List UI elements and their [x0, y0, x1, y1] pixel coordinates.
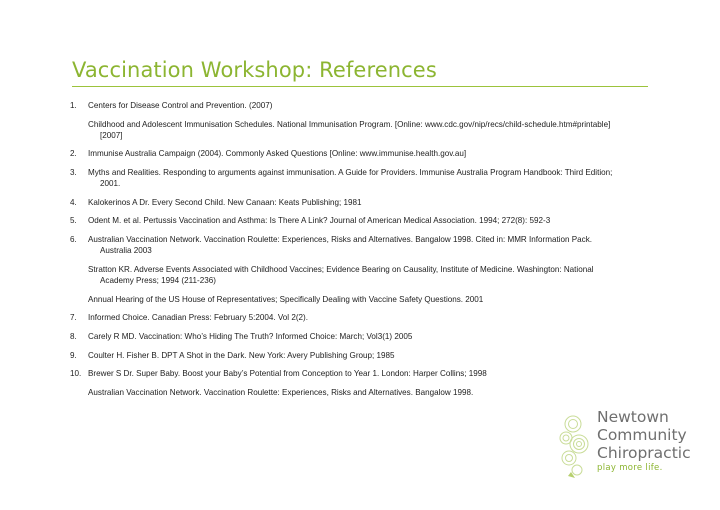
- logo-line-chiropractic: Chiropractic: [597, 444, 691, 462]
- reference-text: Coulter H. Fisher B. DPT A Shot in the Dark. New York: Avery Publishing Group; 1985: [88, 350, 395, 360]
- reference-item: [70, 148, 660, 159]
- reference-text: Childhood and Adolescent Immunisation Schedules. National Immunisation Program. [Online: www.cdc.gov/nip/recs/child-schedule.htm#printable]: [88, 119, 611, 129]
- reference-text: Australian Vaccination Network. Vaccination Roulette: Experiences, Risks and Alternatives. Bangalow 1998.: [88, 387, 474, 397]
- reference-text-continued: 2001.: [100, 179, 121, 189]
- page-title: Vaccination Workshop: References: [72, 58, 437, 82]
- reference-text: Kalokerinos A Dr. Every Second Child. New Canaan: Keats Publishing; 1981: [88, 197, 362, 207]
- reference-text: Odent M. et al. Pertussis Vaccination and Asthma: Is There A Link? Journal of American Medical Association. 1994; 272(8): 592-3: [88, 216, 551, 226]
- logo-line-newtown: Newtown: [597, 408, 669, 426]
- spiral-logo-icon: [552, 410, 594, 482]
- reference-item: [70, 100, 660, 111]
- reference-text: Australian Vaccination Network. Vaccination Roulette: Experiences, Risks and Alternatives. Bangalow 1998. Cited in: MMR Information Pack.: [88, 235, 593, 245]
- reference-number: 5.: [70, 216, 77, 226]
- reference-text: Carely R MD. Vaccination: Who’s Hiding The Truth? Informed Choice: March; Vol3(1) 2005: [88, 331, 413, 341]
- reference-item: [70, 167, 660, 189]
- reference-text: Annual Hearing of the US House of Representatives; Specifically Dealing with Vaccine Safety Questions. 2001: [88, 294, 484, 304]
- reference-text: Immunise Australia Campaign (2004). Commonly Asked Questions [Online: www.immunise.health.gov.au]: [88, 149, 467, 159]
- reference-number: 9.: [70, 350, 77, 360]
- reference-item: [70, 331, 660, 342]
- reference-text: Informed Choice. Canadian Press: February 5:2004. Vol 2(2).: [88, 313, 308, 323]
- reference-list: [70, 100, 660, 406]
- logo-text: [597, 408, 691, 473]
- title-divider: [72, 86, 648, 87]
- reference-number: 4.: [70, 197, 77, 207]
- reference-number: 6.: [70, 235, 77, 245]
- reference-text-continued: Australia 2003: [100, 246, 152, 256]
- reference-item: [70, 294, 660, 305]
- reference-item: [70, 368, 660, 379]
- reference-text: Centers for Disease Control and Prevention. (2007): [88, 101, 273, 110]
- reference-text-continued: [2007]: [100, 130, 123, 140]
- logo: [552, 408, 702, 488]
- reference-item: [70, 312, 660, 323]
- reference-text: Brewer S Dr. Super Baby. Boost your Baby’s Potential from Conception to Year 1. London: Harper Collins; 1998: [88, 369, 487, 379]
- reference-number: 8.: [70, 331, 77, 341]
- logo-line-community: Community: [597, 426, 687, 444]
- reference-number: 10.: [70, 369, 82, 379]
- reference-number: 3.: [70, 168, 77, 178]
- reference-item: [70, 350, 660, 361]
- reference-text: Stratton KR. Adverse Events Associated with Childhood Vaccines; Evidence Bearing on Causality, Institute of Medicine. Washington: National: [88, 264, 594, 274]
- reference-number: 2.: [70, 149, 77, 159]
- reference-item: [70, 264, 660, 286]
- reference-item: [70, 197, 660, 208]
- reference-item: [70, 234, 660, 256]
- reference-text: Myths and Realities. Responding to arguments against immunisation. A Guide for Providers. Immunise Australia Program Handbook: Third Edition;: [88, 168, 613, 178]
- logo-tagline: play more life.: [597, 463, 663, 473]
- reference-item: [70, 215, 660, 226]
- reference-number: 7.: [70, 313, 77, 323]
- reference-item: [70, 119, 660, 141]
- reference-text-continued: Academy Press; 1994 (211-236): [100, 275, 216, 285]
- reference-number: 1.: [70, 101, 77, 110]
- reference-item: [70, 387, 660, 398]
